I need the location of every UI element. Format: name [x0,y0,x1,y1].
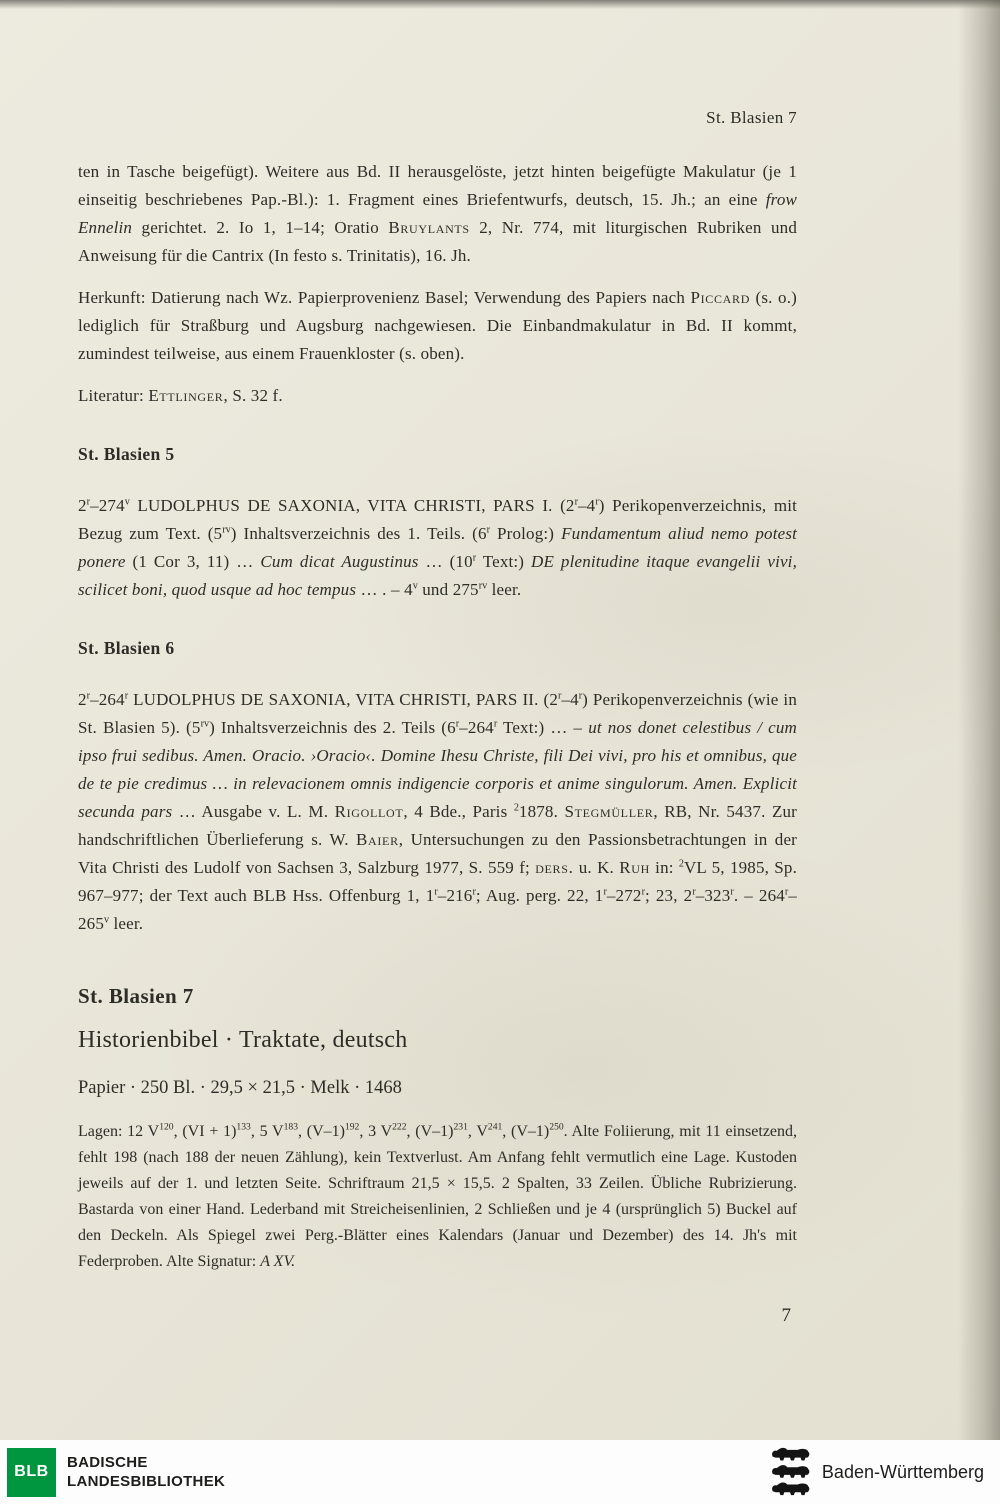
entry-collation: Lagen: 12 $V^{120}$, (VI + 1)$^{133}$, 5 $V^{183}$, $(V-1)^{192}$, 3 $V^{222}$, $(V-1)^{231}$, $V^{241}$, $(V-1)^{250}$. Alte Foliierung, mit 11 einsetzend, fehlt 198 (nach 188 der neuen Zählung), kein Textverlust. Am Anfang fehlt vermutlich eine Lage. Kustoden jeweils auf der 1. und letzten Seite. Schriftraum 21,5 × 15,5. 2 Spalten, 33 Zeilen. Übliche Rubrizierung. Bastarda von einer Hand. Lederband mit Streicheisenlinien, 2 Schließen und je 4 (ursprünglich 5) Buckel auf den Deckeln. Als Spiegel zwei Perg.-Blätter eines Kalendars (Januar und Dezember) des 14. Jh's mit Federproben. Alte Signatur: A XV. [78,1121,798,1270]
entry-heading-st-blasien-7: St. Blasien 7 [78,984,194,1008]
blb-logo [7,1448,56,1497]
entry-physical-description: Papier · 250 Bl. · 29,5 × 21,5 · Melk · 1468 [78,1078,402,1098]
entry-body-st-blasien-5: 2$^r$–274$^v$ LUDOLPHUS DE SAXONIA, VITA CHRISTI, PARS I. (2$^r$–4$^r$) Perikopenverzeichnis, mit Bezug zum Text. $(5^{rv})$ Inhaltsverzeichnis des 1. Teils. (6$^r$ Prolog:) Fundamentum aliud nemo potest ponere (1 Cor 3, 11) … Cum dicat Augustinus … (10$^r$ Text:) DE plenitudine itaque evangelii vivi, scilicet boni, quod usque ad hoc tempus … . – 4$^v$ und $275^{rv}$ leer. [78,496,797,599]
paragraph-makulatur: ten in Tasche beigefügt). Weitere aus Bd. II herausgelöste, jetzt hinten beigefügte Makulatur (je 1 einseitig beschriebenes Pap.-Bl.): 1. Fragment eines Briefentwurfs, deutsch, 15. Jh.; an eine frow Ennelin gerichtet. 2. Io 1, 1–14; Oratio Bruylants 2, Nr. 774, mit liturgischen Rubriken und Anweisung für die Cantrix (In festo s. Trinitatis), 16. Jh. [78,162,798,265]
footer-banner [0,1440,1000,1504]
page-number: 7 [781,1305,791,1326]
scan-edge-shadow-right [958,0,1000,1440]
library-name-line2: LANDESBIBLIOTHEK [67,1473,226,1490]
entry-title-historienbibel: Historienbibel · Traktate, deutsch [78,1027,408,1053]
state-name: Baden-Württemberg [821,1461,984,1482]
paragraph-herkunft: Herkunft: Datierung nach Wz. Papierprovenienz Basel; Verwendung des Papiers nach Piccard (s. o.) lediglich für Straßburg und Augsburg nachgewiesen. Die Einbandmakulatur in Bd. II kommt, zumindest teilweise, aus einem Frauenkloster (s. oben). [78,288,797,363]
entry-heading-st-blasien-5: St. Blasien 5 [78,444,175,464]
blb-logo-text: BLB [14,1463,49,1480]
library-name [67,1453,225,1491]
page-text-block [78,0,797,1327]
library-name-line1: BADISCHE [67,1454,148,1471]
entry-heading-st-blasien-6: St. Blasien 6 [78,638,175,658]
baden-wuerttemberg-lions-icon [770,1447,812,1497]
running-header: St. Blasien 7 [706,108,797,127]
entry-body-st-blasien-6: 2$^r$–264$^r$ LUDOLPHUS DE SAXONIA, VITA CHRISTI, PARS II. (2$^r$–4$^r$) Perikopenverzeichnis (wie in St. Blasien 5). $(5^{rv})$ Inhaltsverzeichnis des 2. Teils (6$^r$–264$^r$ Text:) … – ut nos donet celestibus / cum ipso frui sedibus. Amen. Oracio. ›Oracio‹. Domine Ihesu Christe, fili Dei vivi, pro his et omnibus, que de te pie credimus … in relevacionem omnis indigencie corporis et anime singulorum. Amen. Explicit secunda pars … Ausgabe v. L. M. Rigollot, 4 Bde., Paris $^2$1878. Stegmüller, RB, Nr. 5437. Zur handschriftlichen Überlieferung s. W. Baier, Untersuchungen zu den Passionsbetrachtungen in der Vita Christi des Ludolf von Sachsen 3, Salzburg 1977, S. 559 f; ders. u. K. Ruh in: $^2$VL 5, 1985, Sp. 967–977; der Text auch BLB Hss. Offenburg 1, 1$^r$–216$^r$; Aug. perg. 22, 1$^r$–272$^r$; 23, 2$^r$–323$^r$. – 264$^r$–265$^v$ leer. [78,690,797,933]
paragraph-literatur: Literatur: Ettlinger, S. 32 f. [78,386,283,405]
